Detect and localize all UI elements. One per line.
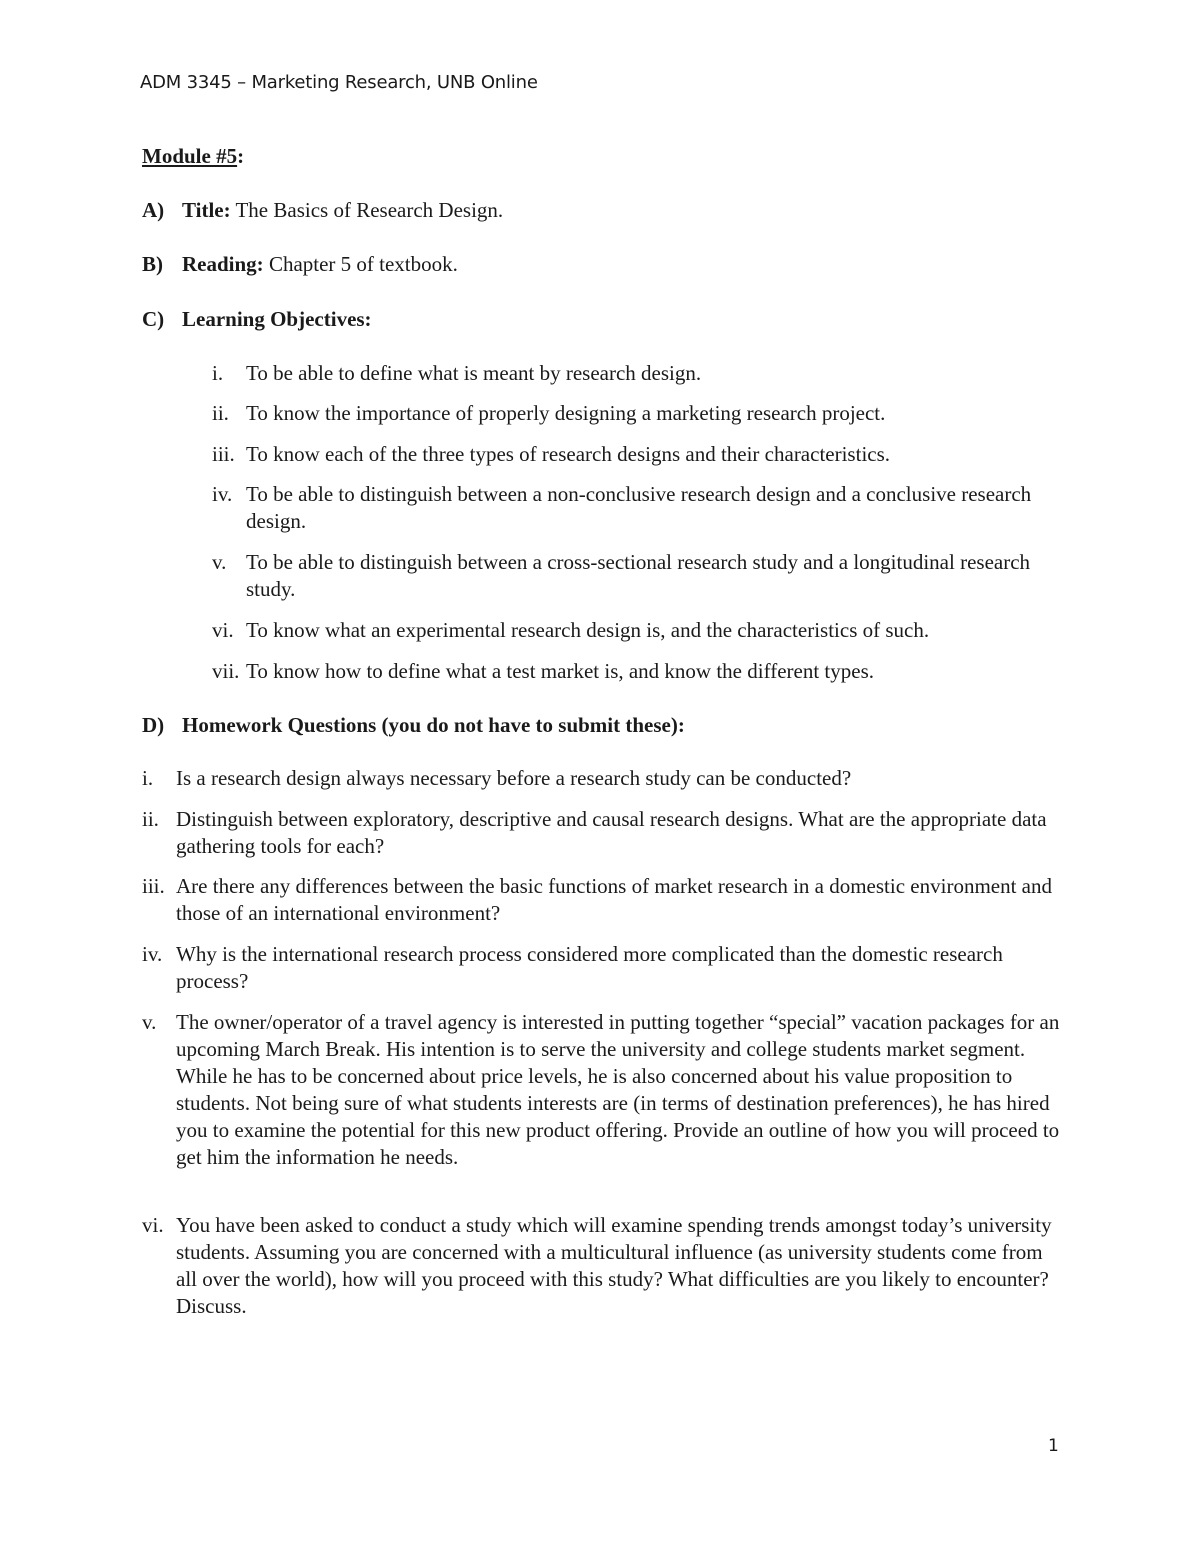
objective-text: To be able to distinguish between a cross-sectional research study and a longitudinal research study. <box>246 550 1031 601</box>
objective-number: iv. <box>212 482 233 506</box>
question-text: Are there any differences between the basic functions of market research in a domestic environment and those of an international environment? <box>176 874 1053 925</box>
question-number: v. <box>142 1010 157 1034</box>
section-title <box>142 197 503 224</box>
question-text: Why is the international research process considered more complicated than the domestic research process? <box>176 942 1003 993</box>
objective-item <box>212 360 1072 387</box>
question-text: Is a research design always necessary before a research study can be conducted? <box>176 766 852 790</box>
section-reading <box>142 251 458 278</box>
objective-text: To know the importance of properly designing a marketing research project. <box>246 401 886 425</box>
objective-item <box>212 481 1072 535</box>
objective-number: ii. <box>212 401 229 425</box>
question-number: iv. <box>142 942 163 966</box>
objective-item <box>212 400 1072 427</box>
objective-number: i. <box>212 361 224 385</box>
objective-number: iii. <box>212 442 235 466</box>
running-header: ADM 3345 – Marketing Research, UNB Online <box>140 72 538 93</box>
section-label: Homework Questions (you do not have to submit these): <box>182 713 685 737</box>
section-value: Chapter 5 of textbook. <box>263 252 458 276</box>
question-number: ii. <box>142 807 159 831</box>
objective-text: To know each of the three types of research designs and their characteristics. <box>246 442 891 466</box>
module-heading <box>142 143 244 170</box>
section-label: Learning Objectives: <box>182 307 372 331</box>
question-number: iii. <box>142 874 165 898</box>
question-item <box>142 873 1062 927</box>
section-letter: B) <box>142 252 163 276</box>
objective-number: vi. <box>212 618 234 642</box>
section-homework-questions <box>142 712 685 739</box>
question-item <box>142 941 1062 995</box>
objective-item <box>212 658 1072 685</box>
module-heading-text: Module #5 <box>142 144 238 168</box>
module-heading-colon: : <box>237 144 245 168</box>
section-label: Title: <box>182 198 231 222</box>
objective-item <box>212 549 1072 603</box>
section-letter: C) <box>142 307 165 331</box>
question-item <box>142 765 1062 792</box>
objective-text: To be able to distinguish between a non-conclusive research design and a conclusive research design. <box>246 482 1032 533</box>
objective-text: To know what an experimental research design is, and the characteristics of such. <box>246 618 930 642</box>
question-item <box>142 1009 1062 1171</box>
objective-number: v. <box>212 550 227 574</box>
question-text: Distinguish between exploratory, descriptive and causal research designs. What are the appropriate data gathering tools for each? <box>176 807 1047 858</box>
section-value: The Basics of Research Design. <box>230 198 504 222</box>
question-text: You have been asked to conduct a study which will examine spending trends amongst today’s university students. Assuming you are concerned with a multicultural influence (as university students come from all over the world), how will you proceed with this study? What difficulties are you likely to encounter? Discuss. <box>176 1213 1052 1318</box>
question-text: The owner/operator of a travel agency is interested in putting together “special” vacation packages for an upcoming March Break. His intention is to serve the university and college students market segment. While he has to be concerned about price levels, he is also concerned about his value proposition to students. Not being sure of what students interests are (in terms of destination preferences), he has hired you to examine the potential for this new product offering. Provide an outline of how you will proceed to get him the information he needs. <box>176 1010 1060 1169</box>
question-item <box>142 806 1062 860</box>
section-letter: D) <box>142 713 165 737</box>
objective-text: To be able to define what is meant by research design. <box>246 361 702 385</box>
objective-text: To know how to define what a test market is, and know the different types. <box>246 659 874 683</box>
question-number: i. <box>142 766 154 790</box>
objective-number: vii. <box>212 659 240 683</box>
section-letter: A) <box>142 198 165 222</box>
question-item <box>142 1212 1062 1320</box>
objective-item <box>212 617 1072 644</box>
question-number: vi. <box>142 1213 164 1237</box>
section-label: Reading: <box>182 252 264 276</box>
page-number: 1 <box>1048 1436 1059 1456</box>
section-learning-objectives <box>142 306 372 333</box>
objective-item <box>212 441 1072 468</box>
